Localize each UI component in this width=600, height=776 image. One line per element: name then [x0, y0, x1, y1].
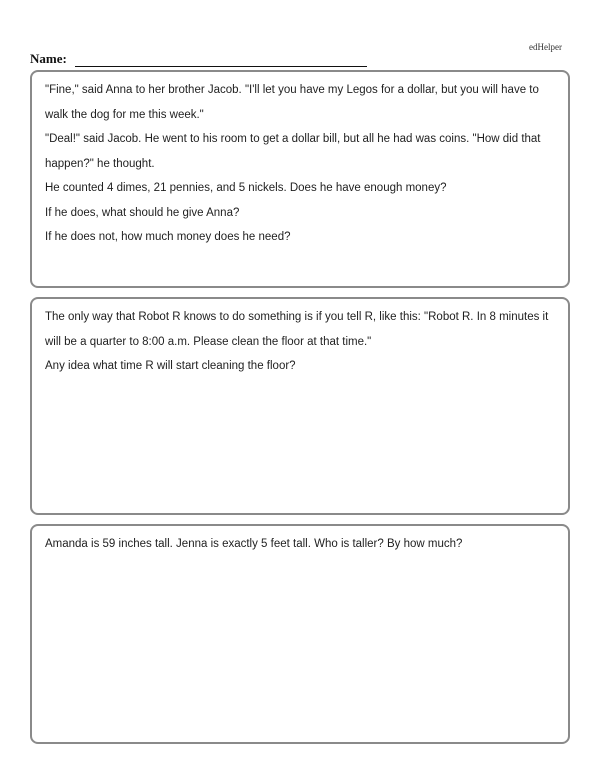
problem-1-line-3: He counted 4 dimes, 21 pennies, and 5 nickels. Does he have enough money?: [45, 182, 447, 194]
problem-1-line-4: If he does, what should he give Anna?: [45, 206, 240, 219]
problem-1-line-5: If he does not, how much money does he need?: [45, 231, 291, 243]
name-answer-line[interactable]: [75, 56, 367, 67]
problem-box-3: [30, 524, 570, 744]
problem-2-line-1: The only way that Robot R knows to do something is if you tell R, like this: "Robot R. In 8 minutes it will be a quarter to 8:00 a.m. Please clean the floor at that time.": [45, 311, 549, 348]
problem-1-line-2: "Deal!" said Jacob. He went to his room to get a dollar bill, but all he had was coins. "How did that happen?" he thought.: [45, 133, 541, 170]
name-row: [30, 51, 367, 67]
problem-box-2: [30, 297, 570, 515]
brand-label: edHelper: [529, 42, 562, 52]
problem-3-line-1: Amanda is 59 inches tall. Jenna is exactly 5 feet tall. Who is taller? By how much?: [45, 538, 463, 550]
problem-1-line-1: "Fine," said Anna to her brother Jacob. "I'll let you have my Legos for a dollar, but you will have to walk the dog for me this week.": [45, 84, 539, 121]
problem-2-line-2: Any idea what time R will start cleaning the floor?: [45, 360, 296, 372]
problem-box-1: [30, 70, 570, 288]
name-label: Name:: [30, 51, 67, 66]
